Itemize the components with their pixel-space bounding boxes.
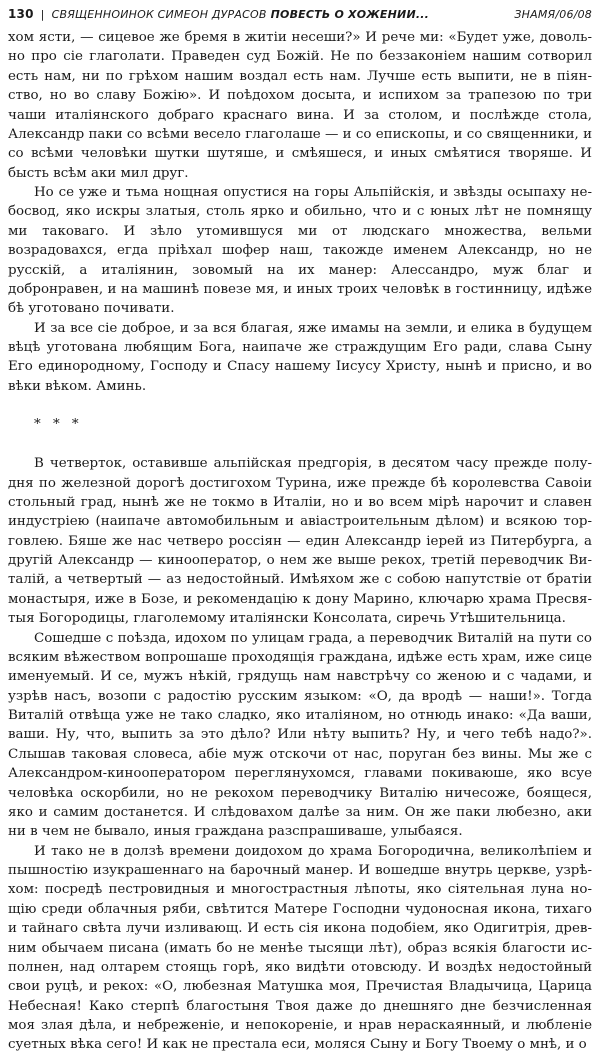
paragraph: Но се уже и тьма нощная опустися на горы Альпійскія, и звѣзды осыпаху небосвод, яко искры златыя, столь ярко и обильно, что и с юных лѣт не помнящу ми таковаго. И зѣло утомившуся ми от людскаго множества, вельми возрадовахся, егда пріѣхал шофер наш, такожде именем Александр, но не русскій, а италіянин, зовомый на их манер: Алессандро, муж благ и добронравен, и на машинѣ повезе мя, и иных троих человѣк в гостинницу, идѣже бѣ уготовано почивати.: [8, 185, 592, 317]
running-header: [8, 3, 592, 25]
section-break: * * *: [34, 417, 83, 433]
paragraph: И тако не в долзѣ времени доидохом до храма Богородична, великолѣпіем и пышностію изукрашеннаго на барочный манер. И вошедше внутрь церкве, узрѣхом: посредѣ пестровидныя и многострастныя лѣпоты, яко сіятельная луна нощію среди облачныя ряби, свѣтится Матере Господни чудоносная икона, тихаго и тайнаго свѣта лучи изливающ. И есть сія икона подобіем, яко Одигитрія, древним обычаем писана (имать бо не менѣе тысящи лѣт), образ всякія благости исполнен, над олтарем стоящь горѣ, яко видѣти отовсюду. И воздѣх недостойный свои руцѣ, и рекох: «О, любезная Матушка моя, Пречистая Владычица, Царица Небесная! Како стерпѣ благостыня Твоя даже до днешняго дне безчисленная моя злая дѣла, и небреженіе, и непокореніе, и нрав нераскаянный, и любленіе суетных вѣка сего! И как не престала еси, моляся Сыну и Богу Твоему о мнѣ, и о: [8, 843, 592, 1053]
header-separator: |: [40, 7, 45, 21]
header-title: ПОВЕСТЬ О ХОЖЕНИИ...: [270, 7, 430, 21]
article-body: [8, 28, 592, 1055]
header-author: СВЯЩЕННОИНОК СИМЕОН ДУРАСОВ: [51, 7, 267, 21]
paragraph: В четверток, оставивше альпійская предгорія, в десятом часу прежде полудня по железной дорогѣ достигохом Турина, иже прежде бѣ королевства Савоіи стольный град, нынѣ же не токмо в Италіи, но и во всем мірѣ нарочит и славен индустріею (наипаче автомобильным и авіастроительным дѣлом) и всякою торговлею. Бяше же нас четверо россіян — един Александр іерей из Питербурга, а другій Александр — кинооператор, о нем же выше рекох, третій переводчик Виталій, а четвертый — аз недостойный. Имѣяхом же с собою напутствіе от братіи монастыря, иже в Бозе, и рекомендацію к дону Марино, ключарю храма Пресвятыя Богородицы, глаголемому италіянски Консолата, сиречь Утѣшительница.: [8, 456, 592, 627]
paragraph: хом ясти, — сицевое же бремя в житіи несеши?» И рече ми: «Будет уже, довольно про сіе глаголати. Праведен суд Божій. Не по беззаконіем нашим сотворил есть нам, ни по грѣхом нашим воздал есть нам. Лучше есть выпити, не в піянство, но во славу Божію». И поѣдохом досыта, и испихом за трапезою по три чаши италіянского добраго краснаго вина. И за столом, и послѣжде стола, Александр паки со всѣми весело глаголаше — и со епископы, и со священники, и со всѣми человѣки шутки шутяше, и смѣяшеся, и иных смѣятися творяше. И бысть всѣм аки мил друг.: [8, 30, 592, 181]
paragraph: И за все сіе доброе, и за вся благая, яже имамы на земли, и елика в будущем вѣцѣ уготована любящим Бога, наипаче же страждущим Его ради, слава Сыну Его единородному, Господу и Спасу нашему Іисусу Христу, нынѣ и присно, и во вѣки вѣком. Аминь.: [8, 320, 592, 394]
paragraph: Сошедше с поѣзда, идохом по улицам града, а переводчик Виталій на пути со всяким вѣжеством вопрошаше проходящія граждана, идѣже есть храм, иже сице именуемый. И се, мужъ нѣкій, грядущь нам навстрѣчу со женою и с чадами, и узрѣв насъ, возопи с радостію русским языком: «О, да вродѣ — наши!». Тогда Виталій отвѣща уже не тако сладко, яко италіяном, но отнюдь инако: «Да ваши, ваши. Ну, что, выпить за это дѣло? Или нѣту выпить? Ну, и чего тебѣ надо?». Слышав таковая словеса, абіе муж отскочи от нас, поруган без вины. Мы же с Александром-кинооператором переглянухомся, главами покиваюше, яко всуе человѣка оскорбили, но не рекохом переводчику Виталію ничесоже, боящеся, яко и самим достанется. И слѣдовахом далѣе за ним. Он же паки любезно, аки ни в чем не бывало, иныя граждана разспрашиваше, улыбаяся.: [8, 630, 592, 840]
page-number: 130: [8, 7, 34, 21]
header-issue: ЗНАМЯ/06/08: [514, 7, 592, 21]
